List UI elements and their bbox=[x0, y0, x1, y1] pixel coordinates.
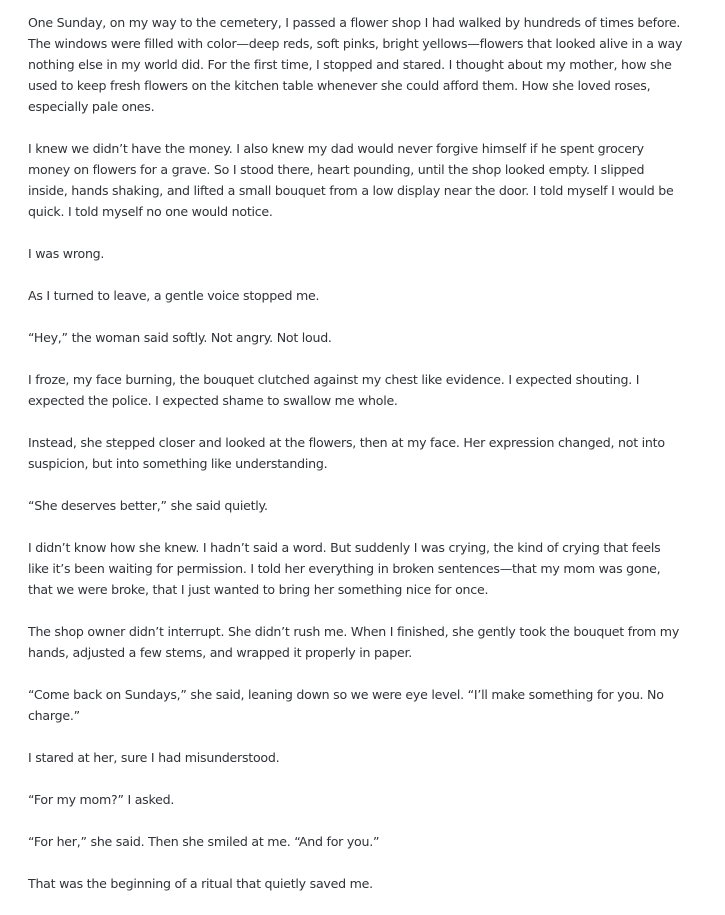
paragraph: Instead, she stepped closer and looked at the flowers, then at my face. Her expression changed, not into suspicion, but into something like understanding. bbox=[28, 435, 665, 471]
paragraph: I froze, my face burning, the bouquet clutched against my chest like evidence. I expected shouting. I expected the police. I expected shame to swallow me whole. bbox=[28, 372, 640, 408]
paragraph: I knew we didn’t have the money. I also knew my dad would never forgive himself if he spent grocery money on flowers for a grave. So I stood there, heart pounding, until the shop looked empty. I slipped inside, hands shaking, and lifted a small bouquet from a low display near the door. I told myself I would be quick. I told myself no one would notice. bbox=[28, 141, 674, 219]
paragraph: As I turned to leave, a gentle voice stopped me. bbox=[28, 288, 320, 303]
paragraph: “Come back on Sundays,” she said, leaning down so we were eye level. “I’ll make something for you. No charge.” bbox=[28, 687, 664, 723]
paragraph: That was the beginning of a ritual that quietly saved me. bbox=[28, 876, 373, 891]
paragraph: “Hey,” the woman said softly. Not angry. Not loud. bbox=[28, 330, 332, 345]
article-body bbox=[28, 12, 684, 915]
paragraph: I was wrong. bbox=[28, 246, 105, 261]
paragraph: I didn’t know how she knew. I hadn’t said a word. But suddenly I was crying, the kind of crying that feels like it’s been waiting for permission. I told her everything in broken sentences—that my mom was gone, that we were broke, that I just wanted to bring her something nice for once. bbox=[28, 540, 661, 597]
paragraph: The shop owner didn’t interrupt. She didn’t rush me. When I finished, she gently took the bouquet from my hands, adjusted a few stems, and wrapped it properly in paper. bbox=[28, 624, 680, 660]
paragraph: I stared at her, sure I had misunderstood. bbox=[28, 750, 280, 765]
paragraph: One Sunday, on my way to the cemetery, I passed a flower shop I had walked by hundreds of times before. The windows were filled with color—deep reds, soft pinks, bright yellows—flowers that looked alive in a way nothing else in my world did. For the first time, I stopped and stared. I thought about my mother, how she used to keep fresh flowers on the kitchen table whenever she could afford them. How she loved roses, especially pale ones. bbox=[28, 15, 683, 114]
paragraph: “For my mom?” I asked. bbox=[28, 792, 175, 807]
paragraph: “She deserves better,” she said quietly. bbox=[28, 498, 268, 513]
paragraph: “For her,” she said. Then she smiled at me. “And for you.” bbox=[28, 834, 380, 849]
